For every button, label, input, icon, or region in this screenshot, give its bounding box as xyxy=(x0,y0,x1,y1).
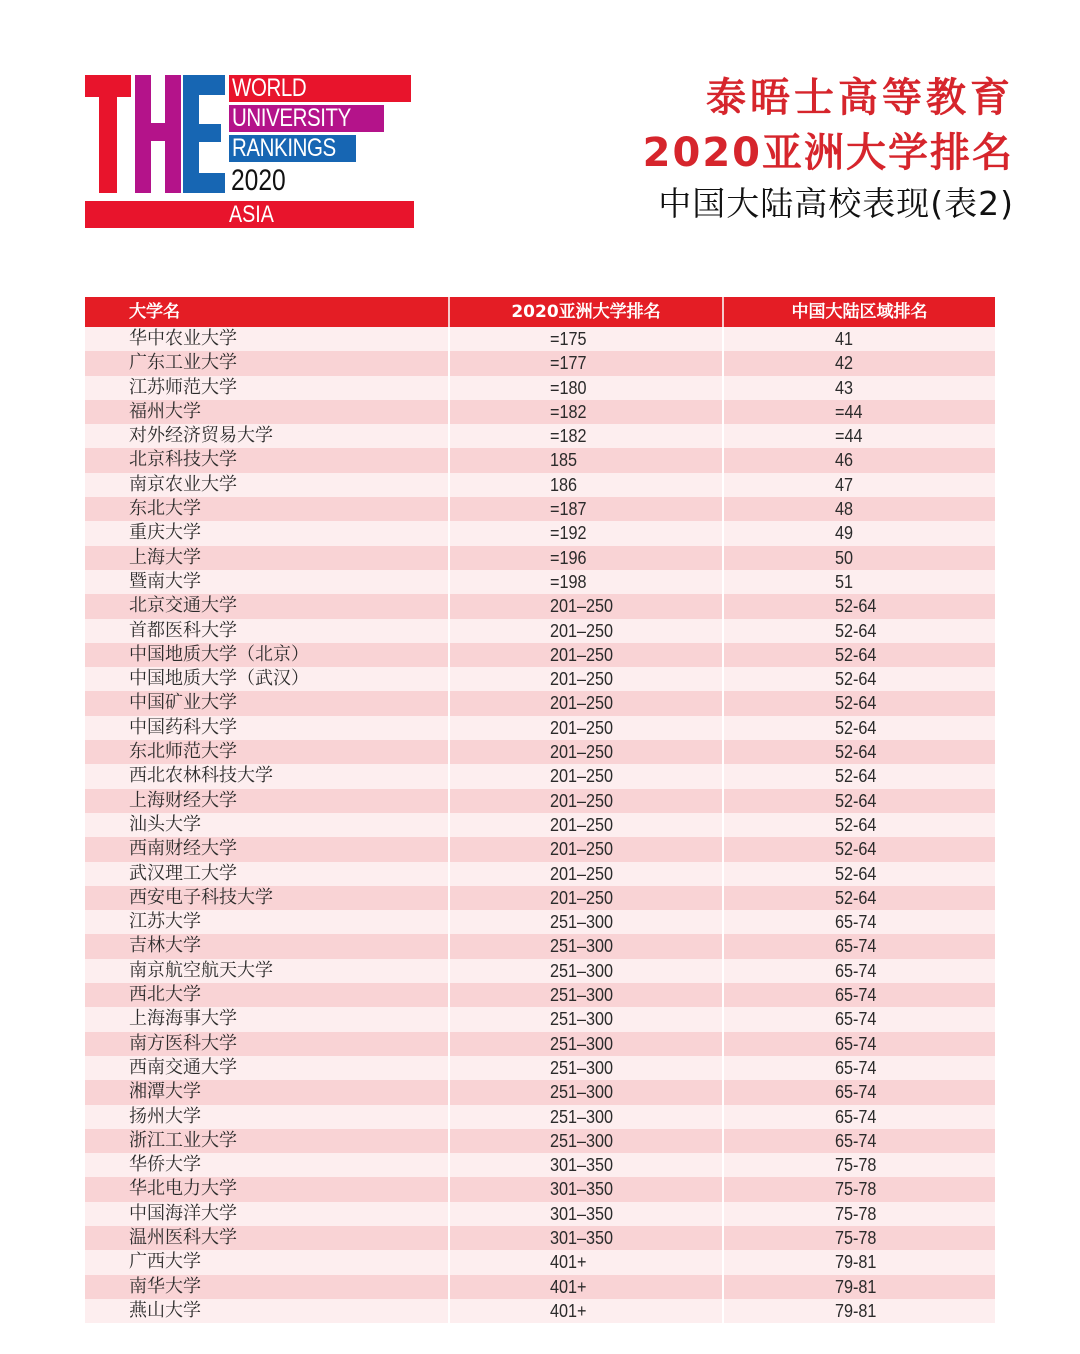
asia-rank-value: =180 xyxy=(550,377,587,398)
asia-rank-value: =182 xyxy=(550,401,587,422)
mainland-rank-cell xyxy=(722,376,995,400)
asia-rank-cell xyxy=(448,546,722,570)
asia-rank-value: 301–350 xyxy=(550,1227,614,1248)
table-row xyxy=(85,643,995,667)
title-ranking: 2020亚洲大学排名 xyxy=(642,130,1014,176)
university-name: 中国矿业大学 xyxy=(129,692,237,714)
asia-rank-cell xyxy=(448,862,722,886)
university-name: 南京农业大学 xyxy=(129,473,237,495)
asia-rank-cell xyxy=(448,400,722,424)
asia-rank-cell xyxy=(448,1299,722,1323)
asia-rank-value: 251–300 xyxy=(550,1106,614,1127)
table-row xyxy=(85,376,995,400)
asia-rank-value: 251–300 xyxy=(550,1082,614,1103)
university-name: 西南交通大学 xyxy=(129,1056,237,1078)
university-name: 武汉理工大学 xyxy=(129,862,237,884)
asia-rank-value: 301–350 xyxy=(550,1155,614,1176)
mainland-rank-cell xyxy=(722,667,995,691)
mainland-rank-cell xyxy=(722,837,995,861)
asia-rank-value: 201–250 xyxy=(550,839,614,860)
table-row xyxy=(85,1226,995,1250)
asia-rank-cell xyxy=(448,1080,722,1104)
asia-rank-cell xyxy=(448,594,722,618)
mainland-rank-value: 65-74 xyxy=(835,1082,877,1103)
mainland-rank-cell xyxy=(722,1202,995,1226)
asia-rank-cell xyxy=(448,716,722,740)
table-row xyxy=(85,594,995,618)
university-name: 浙江工业大学 xyxy=(129,1129,237,1151)
asia-rank-cell xyxy=(448,1250,722,1274)
table-row xyxy=(85,1007,995,1031)
mainland-rank-cell xyxy=(722,643,995,667)
logo-year-text: 2020 xyxy=(231,164,286,197)
mainland-rank-cell xyxy=(722,448,995,472)
mainland-rank-cell xyxy=(722,497,995,521)
university-name: 燕山大学 xyxy=(129,1299,201,1321)
asia-rank-cell xyxy=(448,1007,722,1031)
mainland-rank-cell xyxy=(722,327,995,351)
logo-letter-t xyxy=(85,75,131,193)
table-row xyxy=(85,473,995,497)
mainland-rank-cell xyxy=(722,1299,995,1323)
asia-rank-cell xyxy=(448,376,722,400)
asia-rank-value: 251–300 xyxy=(550,1033,614,1054)
asia-rank-value: =192 xyxy=(550,523,587,544)
asia-rank-value: 401+ xyxy=(550,1300,587,1321)
logo-band-world xyxy=(229,75,411,102)
asia-rank-cell xyxy=(448,424,722,448)
mainland-rank-cell xyxy=(722,691,995,715)
asia-rank-value: 186 xyxy=(550,474,578,495)
asia-rank-value: 401+ xyxy=(550,1252,587,1273)
mainland-rank-cell xyxy=(722,594,995,618)
asia-rank-value: 201–250 xyxy=(550,863,614,884)
table-body xyxy=(85,327,995,1323)
university-name: 暨南大学 xyxy=(129,570,201,592)
university-name: 中国药科大学 xyxy=(129,716,237,738)
mainland-rank-value: 52-64 xyxy=(835,669,877,690)
university-name: 扬州大学 xyxy=(129,1105,201,1127)
table-row xyxy=(85,716,995,740)
asia-rank-value: 201–250 xyxy=(550,669,614,690)
mainland-rank-value: 52-64 xyxy=(835,596,877,617)
asia-rank-cell xyxy=(448,521,722,545)
logo-band-world-text: WORLD xyxy=(232,74,307,102)
logo-letter-h xyxy=(135,75,181,193)
mainland-rank-value: 51 xyxy=(835,571,854,592)
university-name: 南华大学 xyxy=(129,1275,201,1297)
asia-rank-value: =187 xyxy=(550,499,587,520)
university-name: 江苏大学 xyxy=(129,911,201,933)
mainland-rank-value: =44 xyxy=(835,401,863,422)
asia-rank-cell xyxy=(448,1129,722,1153)
logo-region-band xyxy=(85,201,414,228)
asia-rank-value: =196 xyxy=(550,547,587,568)
table-row xyxy=(85,1080,995,1104)
logo-band-rankings xyxy=(229,135,356,162)
table-row xyxy=(85,546,995,570)
asia-rank-cell xyxy=(448,1202,722,1226)
mainland-rank-value: 65-74 xyxy=(835,936,877,957)
mainland-rank-cell xyxy=(722,473,995,497)
mainland-rank-cell xyxy=(722,1226,995,1250)
mainland-rank-value: 42 xyxy=(835,353,854,374)
mainland-rank-value: 48 xyxy=(835,499,854,520)
mainland-rank-cell xyxy=(722,1007,995,1031)
university-name: 北京科技大学 xyxy=(129,449,237,471)
mainland-rank-cell xyxy=(722,1105,995,1129)
asia-rank-cell xyxy=(448,619,722,643)
asia-rank-cell xyxy=(448,813,722,837)
mainland-rank-value: 65-74 xyxy=(835,960,877,981)
asia-rank-cell xyxy=(448,643,722,667)
table-row xyxy=(85,1275,995,1299)
university-name: 东北大学 xyxy=(129,498,201,520)
university-name: 吉林大学 xyxy=(129,935,201,957)
mainland-rank-value: 65-74 xyxy=(835,1009,877,1030)
asia-rank-cell xyxy=(448,1105,722,1129)
asia-rank-cell xyxy=(448,1056,722,1080)
title-subtitle: 中国大陆高校表现(表2) xyxy=(658,184,1014,223)
asia-rank-cell xyxy=(448,1153,722,1177)
asia-rank-value: =182 xyxy=(550,426,587,447)
logo-region-text: ASIA xyxy=(229,201,274,228)
table-row xyxy=(85,424,995,448)
university-name: 江苏师范大学 xyxy=(129,376,237,398)
mainland-rank-value: 52-64 xyxy=(835,693,877,714)
mainland-rank-value: 52-64 xyxy=(835,814,877,835)
table-row xyxy=(85,351,995,375)
mainland-rank-cell xyxy=(722,424,995,448)
table-row xyxy=(85,497,995,521)
university-name: 西北农林科技大学 xyxy=(129,765,273,787)
asia-rank-value: =198 xyxy=(550,571,587,592)
column-header-university: 大学名 xyxy=(129,302,180,322)
asia-rank-value: 301–350 xyxy=(550,1203,614,1224)
mainland-rank-cell xyxy=(722,1275,995,1299)
mainland-rank-value: 65-74 xyxy=(835,1033,877,1054)
table-row xyxy=(85,789,995,813)
table-row xyxy=(85,813,995,837)
table-row xyxy=(85,934,995,958)
mainland-rank-cell xyxy=(722,1032,995,1056)
table-row xyxy=(85,764,995,788)
mainland-rank-cell xyxy=(722,934,995,958)
mainland-rank-cell xyxy=(722,1250,995,1274)
table-row xyxy=(85,570,995,594)
table-row xyxy=(85,1153,995,1177)
mainland-rank-value: 65-74 xyxy=(835,912,877,933)
mainland-rank-cell xyxy=(722,619,995,643)
table-row xyxy=(85,1105,995,1129)
mainland-rank-value: 75-78 xyxy=(835,1203,877,1224)
asia-rank-value: 251–300 xyxy=(550,985,614,1006)
mainland-rank-value: 65-74 xyxy=(835,1057,877,1078)
mainland-rank-cell xyxy=(722,983,995,1007)
mainland-rank-value: 49 xyxy=(835,523,854,544)
table-row xyxy=(85,327,995,351)
mainland-rank-value: 75-78 xyxy=(835,1227,877,1248)
university-name: 南方医科大学 xyxy=(129,1032,237,1054)
mainland-rank-value: 43 xyxy=(835,377,854,398)
mainland-rank-cell xyxy=(722,886,995,910)
university-name: 北京交通大学 xyxy=(129,595,237,617)
university-name: 西安电子科技大学 xyxy=(129,886,273,908)
university-name: 西南财经大学 xyxy=(129,838,237,860)
university-name: 中国地质大学（武汉） xyxy=(129,668,309,690)
mainland-rank-value: 65-74 xyxy=(835,985,877,1006)
logo-band-rankings-text: RANKINGS xyxy=(232,134,336,162)
table-row xyxy=(85,740,995,764)
mainland-rank-value: 52-64 xyxy=(835,742,877,763)
university-name: 上海财经大学 xyxy=(129,789,237,811)
table-row xyxy=(85,910,995,934)
university-name: 上海海事大学 xyxy=(129,1008,237,1030)
asia-rank-value: 251–300 xyxy=(550,1009,614,1030)
mainland-rank-value: 52-64 xyxy=(835,644,877,665)
table-row xyxy=(85,1129,995,1153)
asia-rank-value: 201–250 xyxy=(550,717,614,738)
mainland-rank-value: 41 xyxy=(835,329,854,349)
asia-rank-cell xyxy=(448,910,722,934)
mainland-rank-cell xyxy=(722,910,995,934)
mainland-rank-cell xyxy=(722,813,995,837)
asia-rank-cell xyxy=(448,764,722,788)
asia-rank-cell xyxy=(448,934,722,958)
asia-rank-value: 401+ xyxy=(550,1276,587,1297)
asia-rank-cell xyxy=(448,351,722,375)
asia-rank-cell xyxy=(448,448,722,472)
university-name: 华中农业大学 xyxy=(129,328,237,349)
asia-rank-value: 251–300 xyxy=(550,1057,614,1078)
asia-rank-cell xyxy=(448,740,722,764)
asia-rank-value: 201–250 xyxy=(550,766,614,787)
mainland-rank-cell xyxy=(722,400,995,424)
logo-band-university-text: UNIVERSITY xyxy=(232,104,351,132)
university-name: 对外经济贸易大学 xyxy=(129,425,273,447)
mainland-rank-cell xyxy=(722,1129,995,1153)
asia-rank-value: 201–250 xyxy=(550,644,614,665)
table-row xyxy=(85,521,995,545)
asia-rank-value: 201–250 xyxy=(550,814,614,835)
university-name: 湘潭大学 xyxy=(129,1081,201,1103)
logo-letter-e xyxy=(183,75,225,193)
asia-rank-cell xyxy=(448,497,722,521)
column-header-asia-rank: 2020亚洲大学排名 xyxy=(448,297,722,327)
table-row xyxy=(85,886,995,910)
mainland-rank-cell xyxy=(722,764,995,788)
logo-band-university xyxy=(229,105,384,132)
rankings-table xyxy=(85,297,995,1323)
university-name: 广西大学 xyxy=(129,1251,201,1273)
asia-rank-cell xyxy=(448,886,722,910)
table-header xyxy=(85,297,995,327)
table-row xyxy=(85,1056,995,1080)
mainland-rank-value: 65-74 xyxy=(835,1130,877,1151)
mainland-rank-cell xyxy=(722,546,995,570)
table-row xyxy=(85,1032,995,1056)
mainland-rank-cell xyxy=(722,570,995,594)
university-name: 华侨大学 xyxy=(129,1154,201,1176)
university-name: 汕头大学 xyxy=(129,813,201,835)
university-name: 重庆大学 xyxy=(129,522,201,544)
asia-rank-cell xyxy=(448,1275,722,1299)
university-name: 西北大学 xyxy=(129,984,201,1006)
asia-rank-cell xyxy=(448,570,722,594)
asia-rank-value: =175 xyxy=(550,329,587,349)
university-name: 上海大学 xyxy=(129,546,201,568)
asia-rank-cell xyxy=(448,959,722,983)
asia-rank-value: 201–250 xyxy=(550,887,614,908)
table-row xyxy=(85,1250,995,1274)
mainland-rank-value: 65-74 xyxy=(835,1106,877,1127)
table-row xyxy=(85,959,995,983)
asia-rank-cell xyxy=(448,837,722,861)
page-title-block xyxy=(643,72,1014,226)
table-row xyxy=(85,448,995,472)
mainland-rank-cell xyxy=(722,1056,995,1080)
logo-year xyxy=(231,165,298,197)
asia-rank-cell xyxy=(448,667,722,691)
university-name: 温州医科大学 xyxy=(129,1226,237,1248)
mainland-rank-cell xyxy=(722,862,995,886)
university-name: 华北电力大学 xyxy=(129,1178,237,1200)
asia-rank-cell xyxy=(448,789,722,813)
asia-rank-cell xyxy=(448,327,722,351)
university-name: 南京航空航天大学 xyxy=(129,959,273,981)
asia-rank-cell xyxy=(448,1177,722,1201)
column-header-mainland-rank: 中国大陆区域排名 xyxy=(722,297,995,327)
asia-rank-value: 201–250 xyxy=(550,596,614,617)
asia-rank-cell xyxy=(448,473,722,497)
table-row xyxy=(85,1299,995,1323)
asia-rank-value: 301–350 xyxy=(550,1179,614,1200)
mainland-rank-value: 52-64 xyxy=(835,717,877,738)
table-row xyxy=(85,1202,995,1226)
university-name: 中国地质大学（北京） xyxy=(129,643,309,665)
mainland-rank-value: =44 xyxy=(835,426,863,447)
university-name: 首都医科大学 xyxy=(129,619,237,641)
table-row xyxy=(85,400,995,424)
asia-rank-cell xyxy=(448,983,722,1007)
mainland-rank-cell xyxy=(722,1080,995,1104)
university-name: 中国海洋大学 xyxy=(129,1202,237,1224)
table-row xyxy=(85,862,995,886)
table-row xyxy=(85,691,995,715)
the-asia-rankings-logo xyxy=(0,0,420,235)
mainland-rank-value: 52-64 xyxy=(835,766,877,787)
mainland-rank-cell xyxy=(722,1177,995,1201)
mainland-rank-value: 79-81 xyxy=(835,1252,877,1273)
mainland-rank-cell xyxy=(722,1153,995,1177)
mainland-rank-value: 75-78 xyxy=(835,1155,877,1176)
asia-rank-value: 185 xyxy=(550,450,578,471)
asia-rank-cell xyxy=(448,691,722,715)
mainland-rank-value: 75-78 xyxy=(835,1179,877,1200)
table-row xyxy=(85,667,995,691)
mainland-rank-value: 52-64 xyxy=(835,863,877,884)
table-row xyxy=(85,619,995,643)
asia-rank-value: 251–300 xyxy=(550,960,614,981)
asia-rank-value: 201–250 xyxy=(550,693,614,714)
university-name: 广东工业大学 xyxy=(129,352,237,374)
mainland-rank-value: 79-81 xyxy=(835,1300,877,1321)
asia-rank-value: 201–250 xyxy=(550,620,614,641)
title-publisher: 泰晤士高等教育 xyxy=(706,75,1014,121)
mainland-rank-value: 47 xyxy=(835,474,854,495)
university-name: 东北师范大学 xyxy=(129,741,237,763)
mainland-rank-value: 52-64 xyxy=(835,790,877,811)
asia-rank-cell xyxy=(448,1032,722,1056)
mainland-rank-cell xyxy=(722,351,995,375)
table-row xyxy=(85,837,995,861)
table-row xyxy=(85,1177,995,1201)
asia-rank-value: 251–300 xyxy=(550,912,614,933)
asia-rank-value: =177 xyxy=(550,353,587,374)
table-row xyxy=(85,983,995,1007)
mainland-rank-cell xyxy=(722,521,995,545)
asia-rank-cell xyxy=(448,1226,722,1250)
asia-rank-value: 251–300 xyxy=(550,936,614,957)
mainland-rank-value: 52-64 xyxy=(835,620,877,641)
mainland-rank-cell xyxy=(722,789,995,813)
mainland-rank-value: 79-81 xyxy=(835,1276,877,1297)
university-name: 福州大学 xyxy=(129,400,201,422)
asia-rank-value: 201–250 xyxy=(550,790,614,811)
mainland-rank-cell xyxy=(722,740,995,764)
mainland-rank-value: 52-64 xyxy=(835,839,877,860)
asia-rank-value: 201–250 xyxy=(550,742,614,763)
mainland-rank-value: 50 xyxy=(835,547,854,568)
mainland-rank-cell xyxy=(722,959,995,983)
mainland-rank-value: 46 xyxy=(835,450,854,471)
mainland-rank-value: 52-64 xyxy=(835,887,877,908)
asia-rank-value: 251–300 xyxy=(550,1130,614,1151)
mainland-rank-cell xyxy=(722,716,995,740)
